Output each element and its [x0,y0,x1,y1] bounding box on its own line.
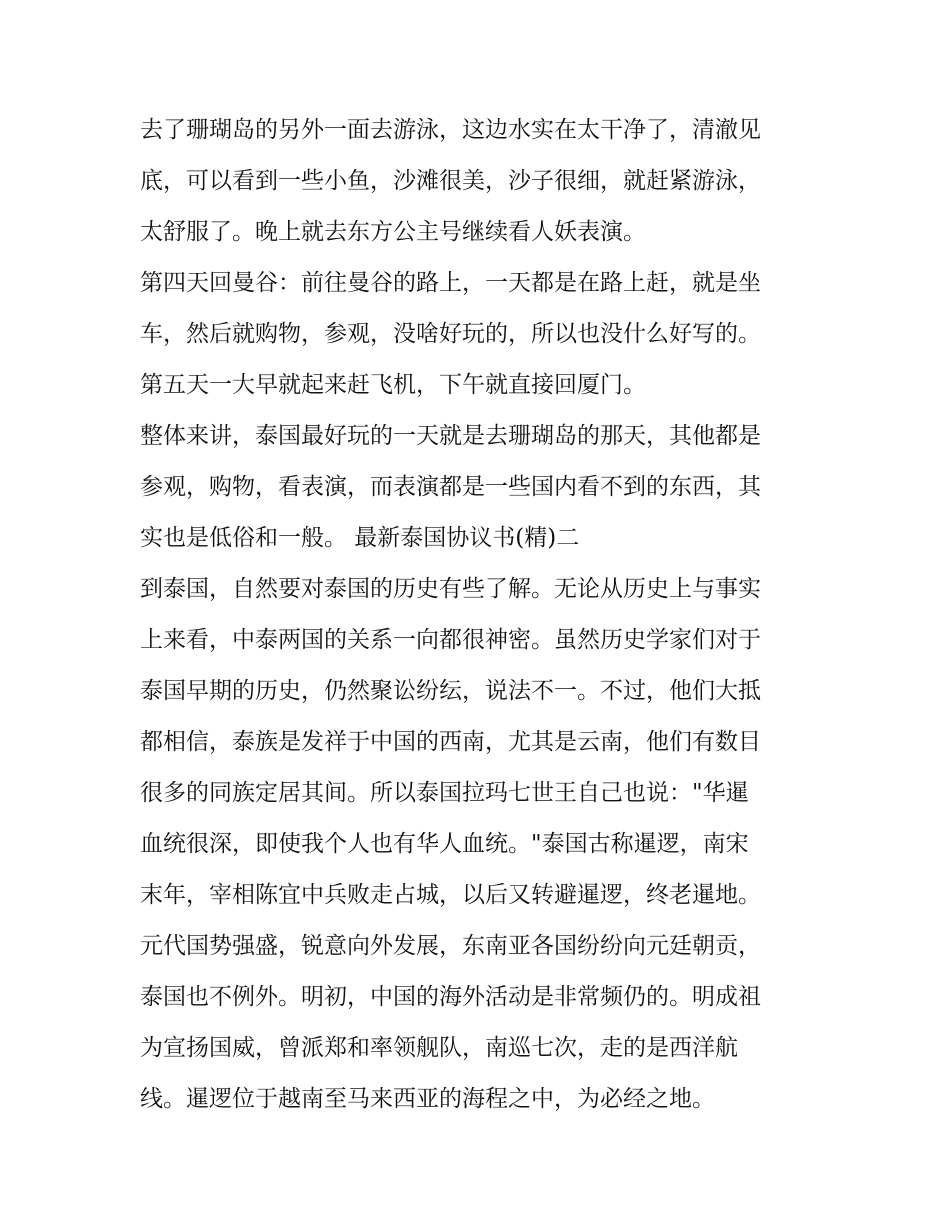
text-line: 第四天回曼谷：前往曼谷的路上，一天都是在路上赶，就是坐 [140,270,761,296]
text-line: 整体来讲，泰国最好玩的一天就是去珊瑚岛的那天，其他都是 [140,423,761,449]
text-line: 很多的同族定居其间。所以泰国拉玛七世王自己也说："华暹 [140,780,749,806]
text-line: 都相信，泰族是发祥于中国的西南，尤其是云南，他们有数目 [140,729,761,755]
text-line: 去了珊瑚岛的另外一面去游泳，这边水实在太干净了，清澈见 [140,117,761,143]
text-line: 元代国势强盛，锐意向外发展，东南亚各国纷纷向元廷朝贡， [140,933,761,959]
text-line: 底，可以看到一些小鱼，沙滩很美，沙子很细，就赶紧游泳， [140,168,761,194]
text-line: 血统很深，即使我个人也有华人血统。"泰国古称暹逻，南宋 [140,831,749,857]
text-line: 第五天一大早就起来赶飞机，下午就直接回厦门。 [140,372,646,398]
text-line: 末年，宰相陈宜中兵败走占城，以后又转避暹逻，终老暹地。 [140,882,761,908]
text-line: 泰国早期的历史，仍然聚讼纷纭，说法不一。不过，他们大抵 [140,678,761,704]
text-line: 泰国也不例外。明初，中国的海外活动是非常频仍的。明成祖 [140,984,761,1010]
text-line: 参观，购物，看表演，而表演都是一些国内看不到的东西，其 [140,474,761,500]
text-line: 太舒服了。晚上就去东方公主号继续看人妖表演。 [140,219,646,245]
text-line: 实也是低俗和一般。 最新泰国协议书(精)二 [140,525,580,551]
text-line: 上来看，中泰两国的关系一向都很神密。虽然历史学家们对于 [140,627,761,653]
text-line: 为宣扬国威，曾派郑和率领舰队，南巡七次，走的是西洋航 [140,1035,738,1061]
text-line: 到泰国，自然要对泰国的历史有些了解。无论从历史上与事实 [140,576,761,602]
text-line: 车，然后就购物，参观，没啥好玩的，所以也没什么好写的。 [140,321,761,347]
text-line: 线。暹逻位于越南至马来西亚的海程之中，为必经之地。 [140,1086,715,1112]
